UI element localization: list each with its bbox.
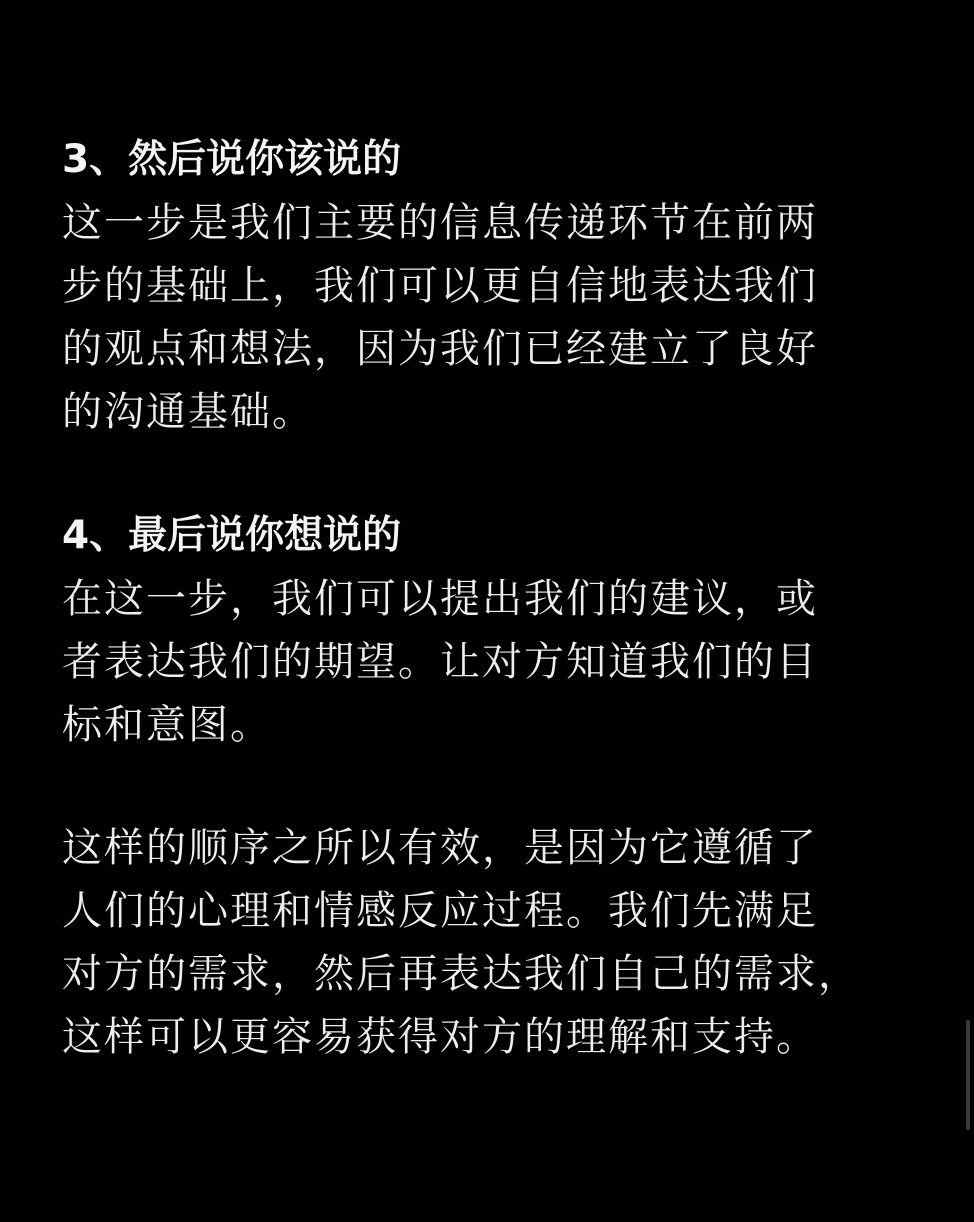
section-step-4 — [62, 504, 892, 757]
paragraph-line: 对方的需求，然后再表达我们自己的需求， — [62, 951, 860, 997]
paragraph-line: 这样的顺序之所以有效，是因为它遵循了 — [62, 825, 818, 871]
paragraph-line: 这样可以更容易获得对方的理解和支持。 — [62, 1014, 818, 1060]
paragraph-line: 的沟通基础。 — [62, 389, 314, 435]
paragraph-line: 标和意图。 — [62, 702, 272, 748]
section-conclusion — [62, 817, 892, 1069]
paragraph-line: 的观点和想法，因为我们已经建立了良好 — [62, 326, 818, 372]
paragraph-line: 这一步是我们主要的信息传递环节在前两 — [62, 200, 818, 246]
paragraph-line: 步的基础上，我们可以更自信地表达我们 — [62, 263, 818, 309]
section-step-3 — [62, 128, 892, 444]
section-heading: 4、最后说你想说的 — [62, 513, 402, 558]
scrollbar[interactable] — [966, 1020, 970, 1130]
article-content — [62, 128, 892, 1129]
section-heading: 3、然后说你该说的 — [62, 137, 402, 182]
paragraph-line: 在这一步，我们可以提出我们的建议，或 — [62, 576, 818, 622]
paragraph-line: 者表达我们的期望。让对方知道我们的目 — [62, 639, 818, 685]
paragraph-line: 人们的心理和情感反应过程。我们先满足 — [62, 888, 818, 934]
